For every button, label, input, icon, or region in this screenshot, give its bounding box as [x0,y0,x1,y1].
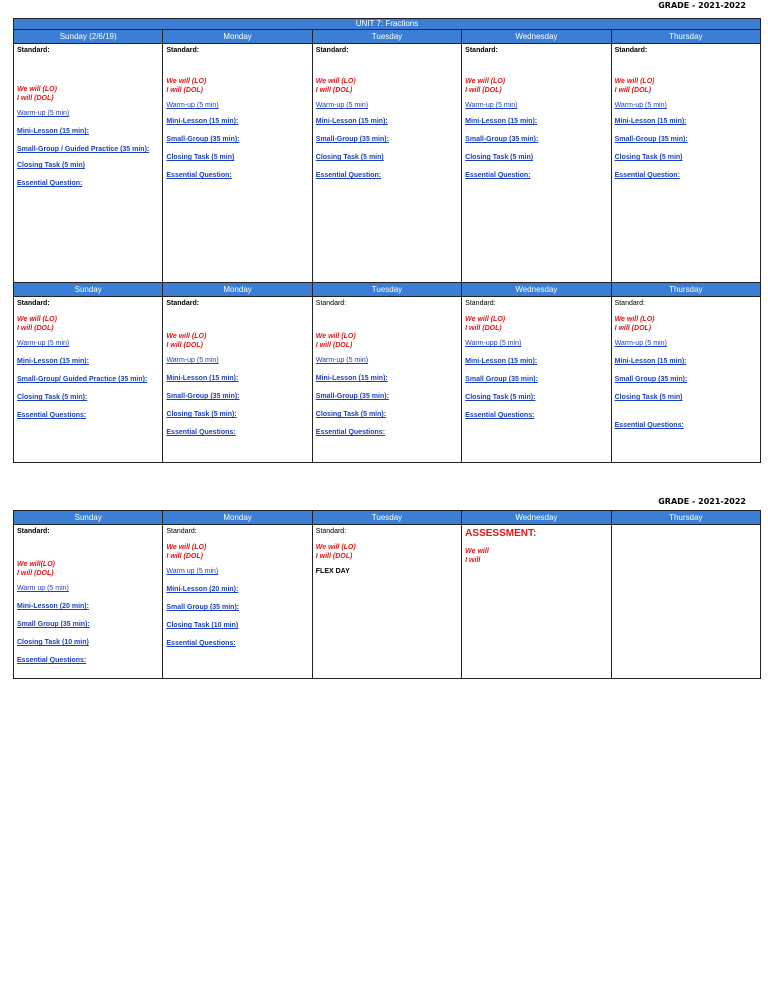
we-will-text: We will [465,548,489,555]
mini-lesson-link[interactable]: Mini-Lesson (15 min): [614,118,687,125]
small-group-link[interactable]: Small-Group (35 min): [315,393,389,400]
week1-sunday-cell [14,44,163,283]
day-header-wednesday: Wednesday [462,283,611,297]
dol-text: I will (DOL) [315,342,353,349]
mini-lesson-link[interactable]: Mini-Lesson (15 min): [166,118,239,125]
day-header-tuesday: Tuesday [312,283,461,297]
mini-lesson-link[interactable]: Mini-Lesson (20 min): [166,586,239,593]
day-header-wednesday: Wednesday [462,511,611,525]
lo-text: We will (LO) [315,78,356,85]
small-group-link[interactable]: Small-Group (35 min): [166,136,240,143]
small-group-link[interactable]: Small-Group (35 min): [614,136,688,143]
small-group-link[interactable]: Small Group (35 min): [166,604,240,611]
week3-plan-table [13,510,761,679]
standard-label: Standard: [166,528,197,535]
warmup-link[interactable]: Warm-up (5 min) [17,110,70,117]
standard-label: Standard: [166,47,200,54]
day-header-monday: Monday [163,30,312,44]
closing-task-link[interactable]: Closing Task (5 min) [614,394,683,401]
week1-monday-cell [163,44,312,283]
day-header-monday: Monday [163,283,312,297]
assessment-title: ASSESSMENT: [465,528,537,539]
day-header-tuesday: Tuesday [312,30,461,44]
week3-wednesday-cell [462,525,611,679]
dol-text: I will (DOL) [166,87,203,94]
essential-question-link[interactable]: Essential Question: [166,172,232,179]
standard-label: Standard: [17,300,50,307]
essential-question-link[interactable]: Essential Question: [315,172,382,179]
closing-task-link[interactable]: Closing Task (5 min): [465,394,536,401]
standard-label: Standard: [614,47,648,54]
warmup-link[interactable]: Warm-up (5 min) [17,340,70,347]
lo-text: We will (LO) [614,78,655,85]
standard-label: Standard: [315,47,349,54]
lo-text: We will (LO) [315,544,356,551]
small-group-link[interactable]: Small-Group / Guided Practice (35 min): [17,146,150,153]
closing-task-link[interactable]: Closing Task (5 min): [166,411,237,418]
closing-task-link[interactable]: Closing Task (5 min) [17,162,85,169]
essential-questions-link[interactable]: Essential Questions: [166,429,236,436]
standard-label: Standard: [465,47,498,54]
warmup-link[interactable]: Warm-up (5 min) [315,102,369,109]
closing-task-link[interactable]: Closing Task (5 min) [614,154,683,161]
lo-text: We will (LO) [614,316,655,323]
mini-lesson-link[interactable]: Mini-Lesson (15 min): [315,118,388,125]
unit-title: UNIT 7: Fractions [14,19,761,30]
warmup-link[interactable]: Warm up (5 min) [17,585,69,592]
essential-questions-link[interactable]: Essential Questions: [465,412,535,419]
lo-text: We will (LO) [315,333,356,340]
lo-text: We will (LO) [465,78,506,85]
dol-text: I will (DOL) [166,553,203,560]
standard-label: Standard: [17,47,50,54]
essential-question-link[interactable]: Essential Question: [17,180,83,187]
essential-question-link[interactable]: Essential Question: [465,172,531,179]
closing-task-link[interactable]: Closing Task (5 min) [315,154,384,161]
essential-questions-link[interactable]: Essential Questions: [17,657,87,664]
essential-questions-link[interactable]: Essential Questions: [17,412,87,419]
mini-lesson-link[interactable]: Mini-Lesson (15 min): [614,358,687,365]
day-header-thursday: Thursday [611,283,760,297]
dol-text: I will (DOL) [166,342,203,349]
lo-text: We will (LO) [166,544,207,551]
standard-label: Standard: [315,528,347,535]
dol-text: I will (DOL) [614,87,652,94]
essential-question-link[interactable]: Essential Question: [614,172,680,179]
dol-text: I will (DOL) [17,570,54,577]
closing-task-link[interactable]: Closing Task (5 min) [166,154,235,161]
small-group-link[interactable]: Small Group (35 min): [465,376,538,383]
lo-text: We will (LO) [166,333,207,340]
closing-task-link[interactable]: Closing Task (5 min): [315,411,387,418]
dol-text: I will (DOL) [614,325,652,332]
warmup-link[interactable]: Warm-up (5 min) [166,357,219,364]
day-header-sunday: Sunday [14,511,163,525]
small-group-link[interactable]: Small Group (35 min): [17,621,90,628]
week1-tuesday-cell [312,44,461,283]
dol-text: I will (DOL) [465,325,502,332]
lo-text: We will (LO) [17,86,57,93]
day-header-thursday: Thursday [611,511,760,525]
mini-lesson-link[interactable]: Mini-Lesson (15 min): [17,128,89,135]
flex-day-text: FLEX DAY [315,568,350,575]
day-header-sunday: Sunday (2/6/19) [14,30,163,44]
closing-task-link[interactable]: Closing Task (5 min) [465,154,534,161]
dol-text: I will (DOL) [17,325,54,332]
warmup-link[interactable]: Warm-up (5 min) [614,340,667,347]
day-header-monday: Monday [163,511,312,525]
dol-text: I will (DOL) [17,95,54,102]
day-header-sunday: Sunday [14,283,163,297]
closing-task-link[interactable]: Closing Task (10 min) [17,639,89,646]
standard-label: Standard: [17,528,50,535]
warmup-link[interactable]: Warm-upp (5 min) [465,340,522,347]
day-header-tuesday: Tuesday [312,511,461,525]
week2-wednesday-cell [462,297,611,463]
week2-tuesday-cell [312,297,461,463]
standard-label: Standard: [465,300,496,307]
unit-plan-table [13,18,761,463]
grade-label-bottom: GRADE - 2021-2022 [658,497,746,506]
warmup-link[interactable]: Warm-up (5 min) [465,102,518,109]
dol-text: I will (DOL) [315,87,353,94]
i-will-text: I will [465,557,481,564]
warmup-link[interactable]: Warm-up (5 min) [315,357,369,364]
lo-text: We will (LO) [166,78,207,85]
mini-lesson-link[interactable]: Mini-Lesson (15 min): [465,358,538,365]
essential-questions-link[interactable]: Essential Questions: [614,422,684,429]
week3-monday-cell [163,525,312,679]
week3-sunday-cell [14,525,163,679]
dol-text: I will (DOL) [465,87,502,94]
essential-questions-link[interactable]: Essential Questions: [315,429,386,436]
mini-lesson-link[interactable]: Mini-Lesson (15 min): [465,118,538,125]
lo-text: We will(LO) [17,561,55,568]
day-header-wednesday: Wednesday [462,30,611,44]
standard-label: Standard: [614,300,645,307]
mini-lesson-link[interactable]: Mini-Lesson (15 min): [315,375,388,382]
small-group-link[interactable]: Small Group (35 min): [614,376,688,383]
day-header-thursday: Thursday [611,30,760,44]
week1-wednesday-cell [462,44,611,283]
warmup-link[interactable]: Warm-up (5 min) [614,102,667,109]
closing-task-link[interactable]: Closing Task (10 min) [166,622,239,629]
lo-text: We will (LO) [17,316,57,323]
small-group-link[interactable]: Small-Group (35 min): [166,393,240,400]
small-group-link[interactable]: Small-Group (35 min): [465,136,539,143]
dol-text: I will (DOL) [315,553,353,560]
mini-lesson-link[interactable]: Mini-Lesson (15 min): [17,358,89,365]
closing-task-link[interactable]: Closing Task (5 min): [17,394,88,401]
week3-tuesday-cell [312,525,461,679]
lo-text: We will (LO) [465,316,506,323]
week3-thursday-cell [611,525,760,679]
small-group-link[interactable]: Small-Group (35 min): [315,136,389,143]
mini-lesson-link[interactable]: Mini-Lesson (20 min): [17,603,89,610]
warmup-link[interactable]: Warm up (5 min) [166,568,219,575]
warmup-link[interactable]: Warm-up (5 min) [166,102,219,109]
mini-lesson-link[interactable]: Mini-Lesson (15 min): [166,375,239,382]
week2-sunday-cell [14,297,163,463]
week2-monday-cell [163,297,312,463]
week1-thursday-cell [611,44,760,283]
essential-questions-link[interactable]: Essential Questions: [166,640,236,647]
standard-label: Standard: [315,300,347,307]
standard-label: Standard: [166,300,200,307]
week2-thursday-cell [611,297,760,463]
grade-label-top: GRADE - 2021-2022 [658,1,746,10]
small-group-link[interactable]: Small-Group/ Guided Practice (35 min): [17,376,148,383]
